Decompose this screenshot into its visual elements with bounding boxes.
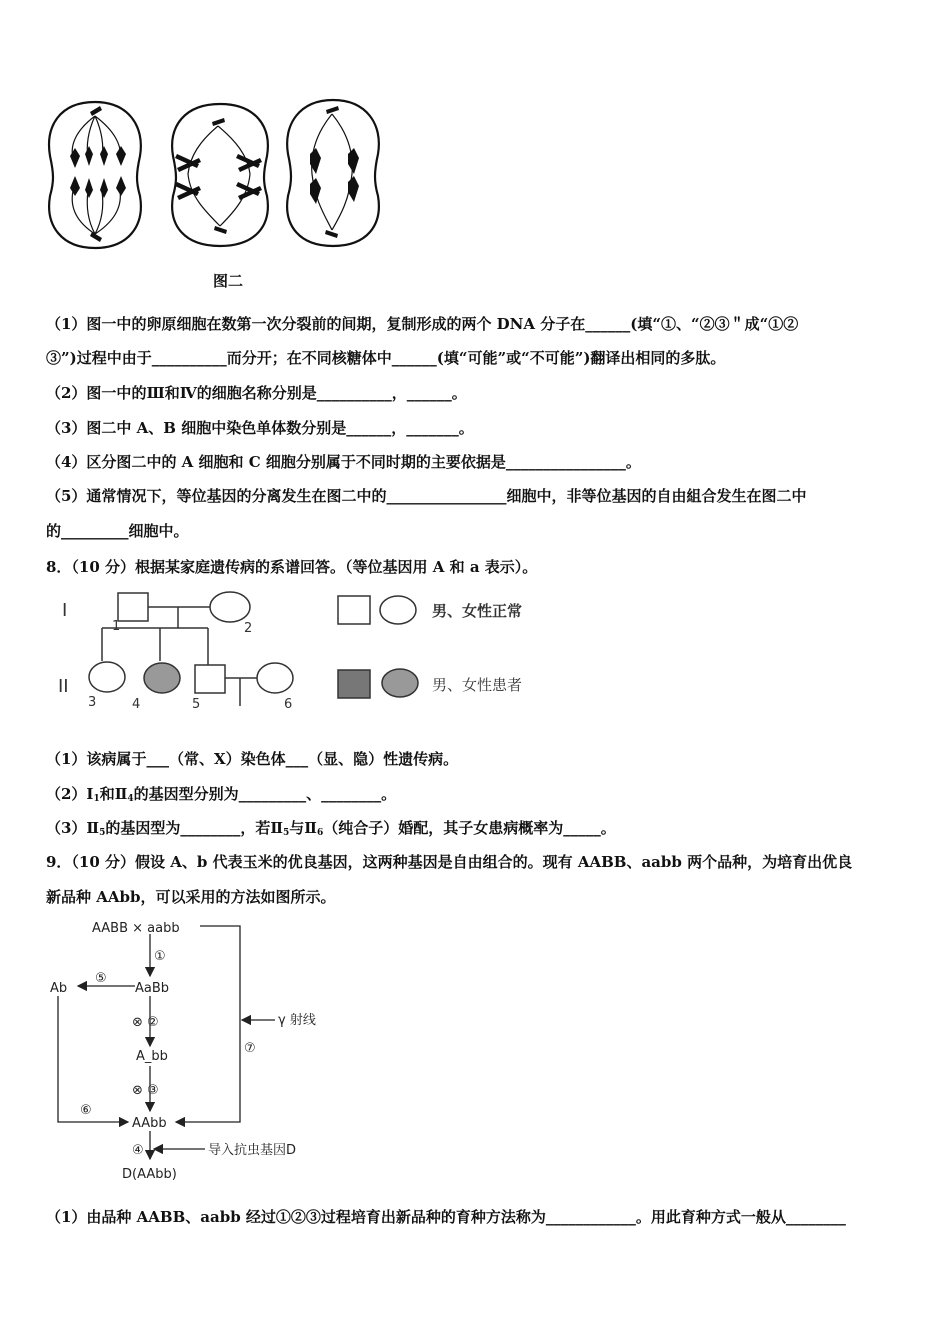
pedigree-chart — [50, 588, 580, 716]
q9-title-line2: 新品种 AAbb，可以采用的方法如图所示。 — [46, 888, 336, 906]
legend-female-affected — [382, 669, 418, 697]
figure2-cells — [40, 96, 390, 256]
legend-normal-label: 男、女性正常 — [432, 602, 523, 620]
svg-text:⊗ ②: ⊗ ② — [132, 1015, 159, 1030]
cell-b — [172, 104, 268, 246]
ii6-female-normal — [257, 663, 293, 693]
svg-text:D(AAbb): D(AAbb) — [122, 1167, 177, 1182]
svg-text:3: 3 — [88, 695, 97, 710]
svg-text:AABB × aabb: AABB × aabb — [92, 921, 180, 936]
q7-part1-line2: ③”)过程中由于__________而分开；在不同核糖体中______(填“可能”或“不可能”)翻译出相同的多肽。 — [46, 349, 726, 367]
legend-female-normal — [380, 596, 416, 624]
svg-text:A_bb: A_bb — [136, 1049, 168, 1064]
q8-part2: $(2)Ⅰ_1$和$Ⅱ_4$的基因型分别为_________、________。 — [46, 785, 397, 804]
i1-male-normal — [118, 593, 148, 621]
svg-text:①: ① — [154, 949, 166, 964]
svg-text:2: 2 — [244, 621, 253, 636]
svg-text:⊗ ③: ⊗ ③ — [132, 1083, 159, 1098]
cell-c — [287, 100, 379, 246]
svg-text:5: 5 — [192, 697, 201, 712]
cell-a — [49, 102, 141, 248]
q7-part5-line2: 的_________细胞中。 — [46, 522, 189, 540]
legend-male-affected — [338, 670, 370, 698]
ii4-female-affected — [144, 663, 180, 693]
svg-text:AAbb: AAbb — [132, 1116, 167, 1131]
gen-i-label: I — [62, 600, 68, 621]
q9-part1: （1）由品种 AABB、aabb 经过①②③过程培育出新品种的育种方法称为____________。用此育种方式一般从________ — [46, 1208, 846, 1226]
svg-text:6: 6 — [284, 697, 293, 712]
svg-text:⑦: ⑦ — [244, 1041, 256, 1056]
figure2-caption: 图二 — [213, 272, 244, 290]
q8-title: 8．（10 分）根据某家庭遗传病的系谱回答。（等位基因用 A 和 a 表示）。 — [46, 558, 538, 576]
q9-title-line1: 9．（10 分）假设 A、b 代表玉米的优良基因，这两种基因是自由组合的。现有 AABB、aabb 两个品种，为培育出优良 — [46, 853, 853, 871]
svg-text:AaBb: AaBb — [135, 981, 170, 996]
svg-text:④: ④ — [132, 1143, 144, 1158]
legend-male-normal — [338, 596, 370, 624]
legend-affected-label: 男、女性患者 — [432, 676, 523, 694]
q7-part2: （2）图一中的Ⅲ和Ⅳ的细胞名称分别是__________，______。 — [46, 384, 467, 402]
ii5-male-normal — [195, 665, 225, 693]
svg-text:导入抗虫基因D: 导入抗虫基因D — [208, 1143, 297, 1158]
svg-text:4: 4 — [132, 697, 141, 712]
svg-text:⑤: ⑤ — [95, 971, 107, 986]
svg-text:⑥: ⑥ — [80, 1103, 92, 1118]
q7-part5-line1: （5）通常情况下，等位基因的分离发生在图二中的________________细胞中，非等位基因的自由組合发生在图二中 — [46, 487, 807, 505]
q7-part1-line1: （1）图一中的卵原细胞在数第一次分裂前的间期，复制形成的两个 DNA 分子在______(填“①、“②③＂成“①② — [46, 315, 799, 333]
breeding-diagram — [40, 916, 340, 1186]
q7-part3: （3）图二中 A、B 细胞中染色单体数分别是______，_______。 — [46, 419, 474, 437]
q8-part3: $(3)Ⅱ_5$的基因型为________，若$Ⅱ_5$与$Ⅱ_6$（纯合子）婚配，其子女患病概率为_____。 — [46, 819, 616, 838]
svg-text:γ 射线: γ 射线 — [278, 1013, 316, 1028]
i2-female-normal — [210, 592, 250, 622]
svg-text:1: 1 — [112, 619, 121, 634]
q8-part1: （1）该病属于___（常、X）染色体___（显、隐）性遗传病。 — [46, 750, 459, 768]
svg-text:Ab: Ab — [50, 981, 68, 996]
ii3-female-normal — [89, 662, 125, 692]
gen-ii-label: II — [58, 676, 69, 697]
q7-part4: （4）区分图二中的 A 细胞和 C 细胞分别属于不同时期的主要依据是________________。 — [46, 453, 641, 471]
